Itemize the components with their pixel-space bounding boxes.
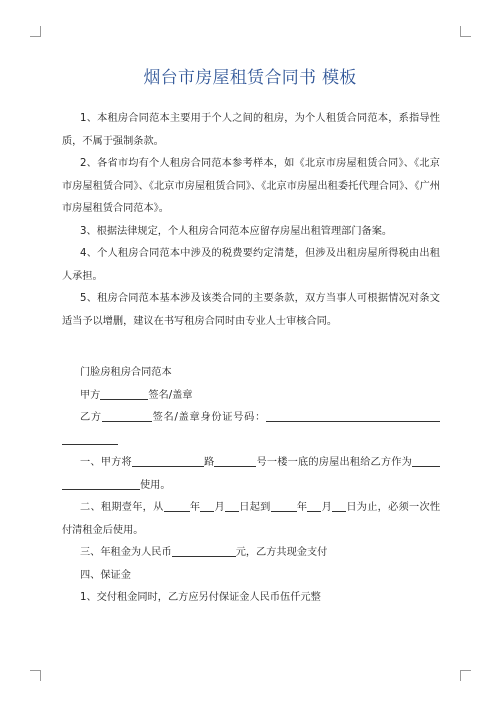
year-label: 年 bbox=[189, 502, 201, 513]
clause-3 bbox=[62, 542, 440, 565]
clause-1-use: 使用。 bbox=[140, 479, 171, 491]
month-label: 月 bbox=[321, 502, 333, 513]
party-a-name-blank[interactable] bbox=[100, 387, 148, 400]
corner-mark-bottom-right bbox=[460, 670, 471, 681]
usage-blank[interactable] bbox=[412, 454, 440, 467]
party-a-sign-label: 签名/盖章 bbox=[148, 389, 193, 401]
end-year-blank[interactable] bbox=[271, 499, 297, 512]
clause-1-road: 路 bbox=[203, 457, 215, 468]
start-year-blank[interactable] bbox=[164, 499, 190, 512]
id-number-blank-continued[interactable] bbox=[62, 432, 118, 445]
document-title: 烟台市房屋租赁合同书 模板 bbox=[143, 68, 357, 88]
clause-3-text: 三、年租金为人民币 bbox=[80, 547, 172, 558]
note-paragraph: 1、本租房合同范本主要用于个人之间的租房，为个人租赁合同范本，系指导性质，不属于强制条款。 bbox=[62, 113, 440, 147]
contract-body bbox=[62, 362, 440, 610]
corner-mark-top-left bbox=[30, 26, 41, 37]
number-blank[interactable] bbox=[214, 454, 256, 467]
party-b-name-blank[interactable] bbox=[102, 409, 152, 422]
document-notes bbox=[62, 108, 440, 333]
party-b-label: 乙方 bbox=[80, 412, 102, 423]
clause-1-text-2: 号一楼一底的房屋出租给乙方作为 bbox=[256, 457, 413, 468]
corner-mark-bottom-left bbox=[30, 670, 41, 681]
id-number-blank[interactable] bbox=[266, 409, 440, 422]
note-paragraph: 2、各省市均有个人租房合同范本参考样本，如《北京市房屋租赁合同》、《北京市房屋租赁合同》、《北京市房屋租赁合同》、《北京市房屋出租委托代理合同》、《广州市房屋租赁合同范本》。 bbox=[62, 158, 440, 214]
party-a-line bbox=[62, 385, 440, 408]
party-a-label: 甲方 bbox=[80, 389, 101, 401]
clause-2-text: 二、租期壹年，从 bbox=[80, 502, 164, 513]
note-paragraph: 3、根据法律规定，个人租房合同范本应留存房屋出租管理部门备案。 bbox=[80, 225, 393, 237]
road-blank[interactable] bbox=[132, 454, 204, 467]
contract-heading: 门脸房租房合同范本 bbox=[80, 367, 172, 378]
clause-2-text-end: 日为止，必须一次性付清租金后使用。 bbox=[62, 502, 441, 536]
month-label: 月 bbox=[214, 502, 226, 513]
end-month-blank[interactable] bbox=[307, 499, 321, 512]
end-day-blank[interactable] bbox=[332, 499, 346, 512]
note-paragraph: 5、租房合同范本基本涉及该类合同的主要条款，双方当事人可根据情况对条文适当予以增删，建议在书写租房合同时由专业人士审核合同。 bbox=[62, 293, 440, 327]
clause-1-text: 一、甲方将 bbox=[80, 457, 132, 468]
party-b-line bbox=[62, 407, 440, 452]
clause-1 bbox=[62, 452, 440, 497]
annual-rent-blank[interactable] bbox=[172, 544, 236, 557]
start-day-blank[interactable] bbox=[225, 499, 239, 512]
clause-4: 四、保证金 bbox=[80, 569, 131, 581]
corner-mark-top-right bbox=[460, 26, 471, 37]
clause-3-text-2: 元，乙方共现金支付 bbox=[235, 547, 328, 558]
year-label: 年 bbox=[296, 502, 308, 513]
clause-2 bbox=[62, 497, 440, 542]
start-month-blank[interactable] bbox=[200, 499, 214, 512]
day-from-label: 日起到 bbox=[239, 502, 271, 513]
note-paragraph: 4、个人租房合同范本中涉及的税费要约定清楚，但涉及出租房屋所得税由出租人承担。 bbox=[62, 248, 440, 282]
party-b-sign-label: 签名/盖章身份证号码： bbox=[151, 412, 267, 423]
clause-4-1: 1、交付租金同时，乙方应另付保证金人民币伍仟元整 bbox=[80, 592, 321, 603]
usage-blank-continued[interactable] bbox=[62, 477, 140, 490]
